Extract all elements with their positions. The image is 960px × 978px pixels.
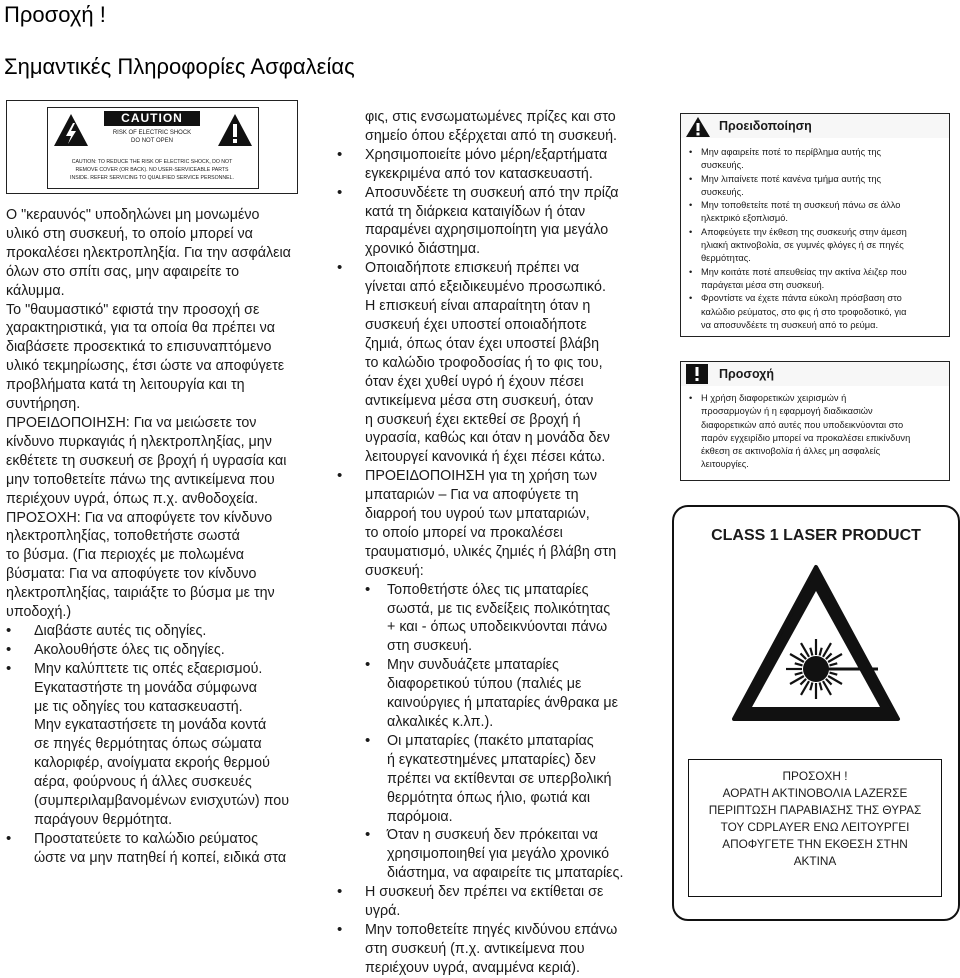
list-item bbox=[687, 226, 945, 266]
list-item bbox=[6, 622, 306, 641]
warning-list bbox=[687, 146, 945, 332]
text-line: το βύσμα. (Για περιοχές με πολωμένα bbox=[6, 547, 245, 564]
laser-radiation-icon bbox=[730, 563, 902, 725]
safety-list bbox=[337, 146, 657, 581]
text-line: διαφορετικών από αυτές που υποδεικνύονται στο bbox=[701, 419, 904, 430]
text-line: με τις οδηγίες του κατασκευαστή. bbox=[34, 698, 243, 715]
text-line: αλκαλικές κ.λπ.). bbox=[387, 714, 494, 730]
text-line: • Φροντίστε να έχετε πάντα εύκολη πρόσβαση στο bbox=[701, 293, 902, 304]
text-line: όλων στο σπίτι σας, μην αφαιρείτε το bbox=[6, 263, 240, 280]
text-line: • Μην λιπαίνετε ποτέ κανένα τμήμα αυτής της bbox=[701, 173, 882, 184]
list-item bbox=[337, 921, 657, 978]
text-line: • Μην τοποθετείτε ποτέ τη συσκευή πάνω σε άλλο bbox=[701, 200, 901, 211]
text-line: Μην εγκαταστήσετε τη μονάδα κοντά bbox=[34, 717, 267, 734]
text-line: γίνεται από εξειδικευμένο προσωπικό. bbox=[365, 279, 606, 296]
text-line: • ΠΡΟΕΙΔΟΠΟΙΗΣΗ για τη χρήση των bbox=[365, 468, 597, 485]
text-line: εκθέτετε τη συσκευή σε βροχή ή υγρασία και bbox=[6, 452, 287, 469]
list-item bbox=[337, 467, 657, 580]
text-line: σε πηγές θερμότητας όπως σώματα bbox=[34, 736, 262, 753]
caution-note-line: REMOVE COVER (OR BACK). NO USER-SERVICEABLE PARTS bbox=[75, 167, 229, 173]
text-line: • Τοποθετήστε όλες τις μπαταρίες bbox=[387, 581, 589, 598]
text-line: κατά τη διάρκεια καταιγίδων ή όταν bbox=[365, 203, 586, 220]
text-line: • Διαβάστε αυτές τις οδηγίες. bbox=[34, 622, 207, 639]
list-item bbox=[365, 732, 657, 827]
caution-list bbox=[687, 392, 937, 472]
battery-list bbox=[337, 581, 657, 884]
caution-sub-line: RISK OF ELECTRIC SHOCK bbox=[112, 130, 192, 136]
text-line: • Μην αφαιρείτε ποτέ το περίβλημα αυτής της bbox=[701, 147, 881, 157]
laser-line: ΑΟΡΑΤΗ ΑΚΤΙΝΟΒΟΛΙΑ LAZERΣΕ bbox=[722, 786, 908, 800]
list-item bbox=[687, 292, 945, 332]
text-line: διαβάσετε προσεκτικά το επισυναπτόμενο bbox=[6, 339, 272, 356]
caution-subtitle bbox=[104, 129, 200, 145]
text-line: αντικείμενα μέσα στη συσκευή, όταν bbox=[365, 392, 594, 409]
text-line: ΠΡΟΣΟΧΗ: Για να αποφύγετε τον κίνδυνο bbox=[6, 509, 273, 526]
page-title: Προσοχή ! bbox=[4, 2, 106, 27]
text-line: (συμπεριλαμβανομένων ενισχυτών) που bbox=[34, 793, 290, 810]
warning-triangle-icon bbox=[685, 116, 711, 138]
text-line: • Μην συνδυάζετε μπαταρίες bbox=[387, 657, 559, 674]
paragraph-warning bbox=[6, 414, 306, 509]
text-line: συσκευής. bbox=[701, 186, 744, 197]
text-line: • Οποιαδήποτε επισκευή πρέπει να bbox=[365, 260, 580, 277]
text-line: η συσκευή έχει εκτεθεί σε βροχή ή bbox=[365, 411, 581, 428]
text-line: Εγκαταστήστε τη μονάδα σύμφωνα bbox=[34, 679, 257, 696]
text-line: • Η χρήση διαφορετικών χειρισμών ή bbox=[701, 393, 847, 403]
list-item bbox=[687, 199, 945, 226]
text-line: ή εγκατεστημένες μπαταρίες) δεν bbox=[387, 751, 596, 768]
warning-header bbox=[681, 114, 949, 138]
caution-note-line: INSIDE. REFER SERVICING TO QUALIFIED SERVICE PERSONNEL. bbox=[70, 175, 234, 181]
text-line: υγρασία, καθώς και όταν η μονάδα δεν bbox=[365, 430, 610, 447]
text-line: • Οι μπαταρίες (πακέτο μπαταρίας bbox=[387, 732, 594, 749]
text-line: Το "θαυμαστικό" εφιστά την προσοχή σε bbox=[6, 301, 260, 318]
caution-header bbox=[681, 362, 949, 386]
laser-title: CLASS 1 LASER PRODUCT bbox=[711, 527, 921, 544]
text-line: εγκεκριμένα από τον κατασκευαστή. bbox=[365, 165, 593, 182]
text-line: σωστά, με τις ενδείξεις πολικότητας bbox=[387, 600, 611, 617]
column-2 bbox=[337, 108, 657, 978]
text-line: το καλώδιο τροφοδοσίας ή το φις του, bbox=[365, 354, 603, 371]
text-line: να αποσυνδέετε τη συσκευή από το ρεύμα. bbox=[701, 319, 879, 330]
list-item bbox=[365, 581, 657, 657]
text-line: καλοριφέρ, ανοίγματα εκροής θερμού bbox=[34, 755, 270, 772]
text-line: κίνδυνο πυρκαγιάς ή ηλεκτροπληξίας, μην bbox=[6, 433, 272, 450]
laser-warning-panel bbox=[688, 759, 942, 897]
column-1 bbox=[6, 206, 306, 868]
warning-box bbox=[680, 113, 950, 337]
safety-list-tail bbox=[337, 883, 657, 978]
text-line: θερμότητας. bbox=[701, 253, 751, 264]
text-line: καινούργιες ή μπαταρίες άνθρακα με bbox=[387, 695, 618, 712]
text-line: υλικό τεκμηρίωσης, έτσι ώστε να αποφύγετε bbox=[6, 358, 285, 375]
text-line: στη συσκευή. bbox=[387, 638, 473, 655]
caution-title: Προσοχή bbox=[719, 367, 774, 381]
text-line: • Η συσκευή δεν πρέπει να εκτίθεται σε bbox=[365, 884, 604, 901]
text-line: υλικό στη συσκευή, το οποίο μπορεί να bbox=[6, 225, 253, 242]
text-line: στη συσκευή (π.χ. αντικείμενα που bbox=[365, 940, 585, 957]
laser-warning-text bbox=[689, 768, 941, 870]
text-line: περιέχουν υγρά, όπως π.χ. ανθοδοχεία. bbox=[6, 490, 259, 507]
list-item bbox=[337, 883, 657, 921]
caution-note-line: CAUTION: TO REDUCE THE RISK OF ELECTRIC SHOCK, DO NOT bbox=[71, 159, 233, 165]
caution-note bbox=[54, 158, 250, 182]
text-line: μπαταριών – Για να αποφύγετε τη bbox=[365, 487, 579, 504]
text-line: προσαρμογών ή η εφαρμογή διαδικασιών bbox=[701, 406, 873, 417]
text-line: υποδοχή.) bbox=[6, 604, 72, 621]
text-line: Ο "κεραυνός" υποδηλώνει μη μονωμένο bbox=[6, 207, 260, 223]
text-line: προβλήματα κατά τη λειτουργία και τη bbox=[6, 377, 245, 394]
text-line: ηλιακή ακτινοβολία, σε γυμνές φλόγες ή σε πηγές bbox=[701, 240, 904, 251]
text-line: φις, στις ενσωματωμένες πρίζες και στο bbox=[365, 109, 616, 125]
text-line: Η επισκευή είναι απαραίτητη όταν η bbox=[365, 298, 591, 315]
laser-line: ΠΕΡΙΠΤΩΣΗ ΠΑΡΑΒΙΑΣΗΣ ΤΗΣ ΘΥΡΑΣ bbox=[708, 803, 922, 817]
caution-label-frame bbox=[47, 107, 259, 189]
text-line: λειτουργεί κανονικά ή έχει πέσει κάτω. bbox=[365, 449, 606, 466]
text-line: συσκευής. bbox=[701, 160, 744, 171]
text-line: • Μην κοιτάτε ποτέ απευθείας την ακτίνα λέιζερ που bbox=[701, 266, 907, 277]
text-line: + και - όπως υποδεικνύονται πάνω bbox=[387, 619, 608, 636]
list-item bbox=[6, 660, 306, 830]
text-line: • Αποσυνδέετε τη συσκευή από την πρίζα bbox=[365, 184, 619, 201]
text-line: θερμότητα όπως ήλιο, φωτιά και bbox=[387, 789, 591, 806]
laser-line: ΤΟΥ CDPLAYER ΕΝΩ ΛΕΙΤΟΥΡΓΕΙ bbox=[720, 820, 910, 834]
list-item bbox=[337, 146, 657, 184]
list-item bbox=[365, 656, 657, 732]
text-line: • Όταν η συσκευή δεν πρόκειται να bbox=[387, 827, 598, 844]
text-line: παρόν εγχειρίδιο μπορεί να προκαλέσει επικίνδυνη bbox=[701, 432, 911, 443]
text-line: χρησιμοποιηθεί για μεγάλο χρονικό bbox=[387, 846, 610, 863]
text-line: • Αποφεύγετε την έκθεση της συσκευής στην άμεση bbox=[701, 226, 907, 237]
text-line: ώστε να μην πατηθεί ή κοπεί, ειδικά στα bbox=[34, 849, 287, 866]
text-line: ΠΡΟΕΙΔΟΠΟΙΗΣΗ: Για να μειώσετε τον bbox=[6, 414, 257, 431]
list-item bbox=[687, 266, 945, 293]
text-line: • Χρησιμοποιείτε μόνο μέρη/εξαρτήματα bbox=[365, 146, 608, 163]
exclamation-icon bbox=[685, 363, 709, 385]
text-line: παρόμοια. bbox=[387, 808, 453, 825]
laser-line: ΑΠΟΦΥΓΕΤΕ ΤΗΝ ΕΚΘΕΣΗ ΣΤΗΝ bbox=[722, 837, 908, 851]
caution-sub-line: DO NOT OPEN bbox=[131, 138, 173, 144]
paragraph-continuation bbox=[337, 108, 657, 146]
paragraph-lightning bbox=[6, 206, 306, 301]
text-line: χρονικό διάστημα. bbox=[365, 241, 481, 258]
text-line: το οποίο μπορεί να προκαλέσει bbox=[365, 524, 563, 541]
list-item bbox=[365, 826, 657, 883]
lightning-warning-icon bbox=[52, 112, 90, 148]
text-line: καλώδιο ρεύματος, στο φις ή στο τροφοδοτικό, για bbox=[701, 306, 907, 317]
text-line: σημείο όπου εξέρχεται από τη συσκευή. bbox=[365, 127, 618, 144]
text-line: λειτουργίες. bbox=[701, 459, 749, 470]
text-line: χαρακτηριστικά, για τα οποία θα πρέπει να bbox=[6, 320, 276, 337]
text-line: έκθεση σε ακτινοβολία ή άλλες μη ασφαλείς bbox=[701, 446, 881, 457]
text-line: συσκευή έχει υποστεί οποιαδήποτε bbox=[365, 316, 587, 333]
list-item bbox=[687, 146, 945, 173]
text-line: διάστημα, να αφαιρείτε τις μπαταρίες. bbox=[387, 865, 624, 882]
safety-list bbox=[6, 622, 306, 868]
text-line: • Προστατεύετε το καλώδιο ρεύματος bbox=[34, 830, 259, 847]
text-line: • Μην τοποθετείτε πηγές κινδύνου επάνω bbox=[365, 921, 618, 938]
list-item bbox=[337, 259, 657, 467]
laser-line: ΑΚΤΙΝΑ bbox=[793, 854, 837, 868]
text-line: ηλεκτροπληξίας, τοποθετήστε σωστά bbox=[6, 528, 240, 545]
list-item bbox=[337, 184, 657, 260]
laser-label bbox=[672, 505, 960, 921]
paragraph-exclamation bbox=[6, 301, 306, 414]
text-line: ζημιά, όπως όταν έχει υποστεί βλάβη bbox=[365, 335, 600, 352]
text-line: ηλεκτρικό εξοπλισμό. bbox=[701, 213, 788, 224]
text-line: πρέπει να εκτίθενται σε υπερβολική bbox=[387, 770, 612, 787]
list-item bbox=[687, 392, 937, 472]
text-line: τραυματισμό, υλικές ζημιές ή βλάβη στη bbox=[365, 543, 617, 560]
exclamation-warning-icon bbox=[216, 112, 254, 148]
laser-line: ΠΡΟΣΟΧΗ ! bbox=[782, 769, 848, 783]
text-line: όταν έχει χυθεί υγρό ή έχουν πέσει bbox=[365, 373, 584, 390]
text-line: διαρροή του υγρού των μπαταριών, bbox=[365, 506, 590, 523]
text-line: • Ακολουθήστε όλες τις οδηγίες. bbox=[34, 641, 225, 658]
text-line: παράγεται μέσα στη συσκευή. bbox=[701, 279, 825, 290]
caution-banner: CAUTION bbox=[104, 111, 200, 126]
caution-box bbox=[680, 361, 950, 481]
list-item bbox=[6, 641, 306, 660]
text-line: περιέχουν υγρά, αναμμένα κεριά). bbox=[365, 959, 580, 976]
caution-label bbox=[6, 100, 298, 194]
warning-title: Προειδοποίηση bbox=[719, 119, 812, 133]
paragraph-caution bbox=[6, 509, 306, 622]
text-line: μην τοποθετείτε πάνω της αντικείμενα που bbox=[6, 471, 275, 488]
text-line: αέρα, φούρνους ή άλλες συσκευές bbox=[34, 774, 252, 791]
list-item bbox=[687, 173, 945, 200]
list-item bbox=[6, 830, 306, 868]
text-line: υγρά. bbox=[365, 903, 401, 920]
text-line: παράγουν θερμότητα. bbox=[34, 812, 173, 828]
text-line: ηλεκτροπληξίας, ταιριάξτε το βύσμα με την bbox=[6, 585, 275, 602]
text-line: παραμένει αχρησιμοποίητη για μεγάλο bbox=[365, 222, 609, 239]
text-line: διαφορετικού τύπου (παλιές με bbox=[387, 676, 582, 693]
text-line: προκαλέσει ηλεκτροπληξία. Για την ασφάλεια bbox=[6, 244, 291, 261]
page-subtitle: Σημαντικές Πληροφορίες Ασφαλείας bbox=[4, 54, 355, 79]
text-line: συσκευή: bbox=[365, 562, 424, 579]
text-line: κάλυμμα. bbox=[6, 282, 65, 299]
text-line: βύσματα: Για να αποφύγετε τον κίνδυνο bbox=[6, 566, 257, 583]
text-line: • Μην καλύπτετε τις οπές εξαερισμού. bbox=[34, 660, 263, 677]
text-line: συντήρηση. bbox=[6, 396, 81, 413]
